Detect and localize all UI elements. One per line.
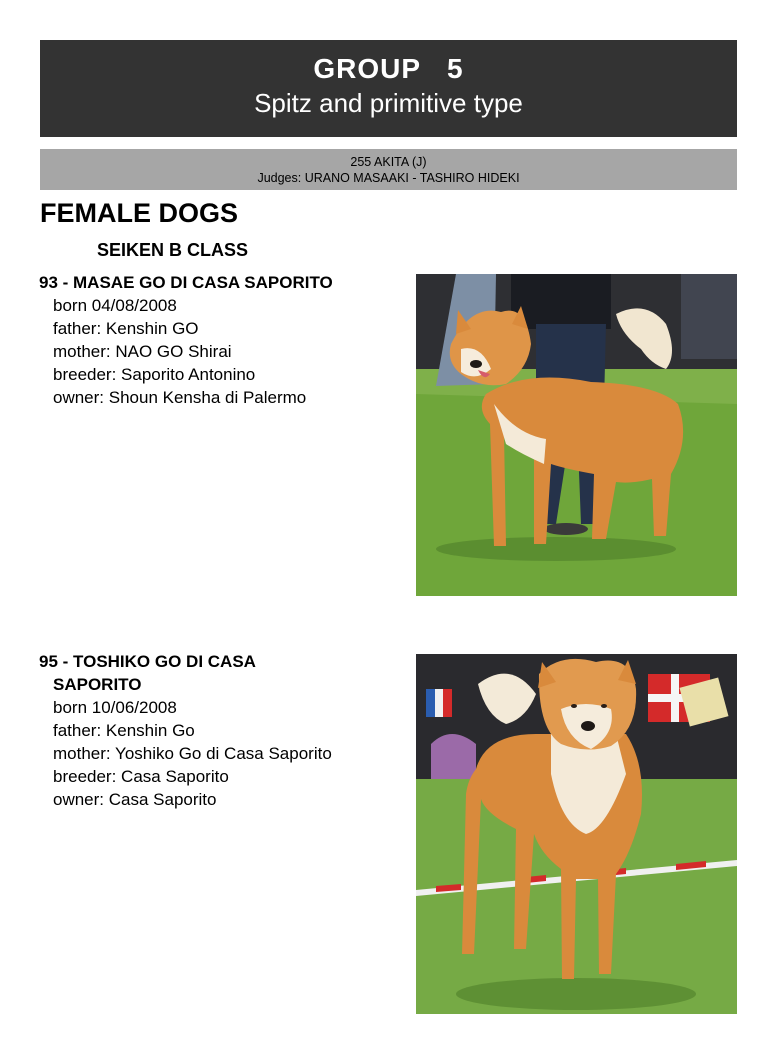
dog-photo-93 bbox=[416, 274, 737, 596]
entry-breeder: breeder: Saporito Antonino bbox=[53, 365, 256, 384]
dog-entry-93 bbox=[39, 271, 399, 409]
entry-name: 95 - TOSHIKO GO DI CASA bbox=[39, 652, 256, 671]
entry-father: father: Kenshin GO bbox=[53, 319, 199, 338]
judges-line: Judges: URANO MASAAKI - TASHIRO HIDEKI bbox=[257, 171, 520, 185]
entry-name: 93 - MASAE GO DI CASA SAPORITO bbox=[39, 273, 333, 292]
dog-entry-95 bbox=[39, 650, 399, 811]
entry-name-continued: SAPORITO bbox=[53, 675, 142, 694]
entry-owner: owner: Casa Saporito bbox=[53, 790, 217, 809]
entry-mother: mother: NAO GO Shirai bbox=[53, 342, 232, 361]
dog-photo-95 bbox=[416, 654, 737, 1014]
entry-breeder: breeder: Casa Saporito bbox=[53, 767, 229, 786]
breed-name: 255 AKITA (J) bbox=[350, 155, 427, 169]
group-header bbox=[40, 40, 737, 137]
group-number: 5 bbox=[447, 53, 464, 84]
entry-born: born 04/08/2008 bbox=[53, 296, 177, 315]
class-title: SEIKEN B CLASS bbox=[97, 240, 249, 260]
entry-born: born 10/06/2008 bbox=[53, 698, 177, 717]
group-subtitle: Spitz and primitive type bbox=[254, 88, 523, 118]
section-title: FEMALE DOGS bbox=[40, 198, 239, 228]
group-heading bbox=[40, 53, 737, 85]
group-label: GROUP bbox=[313, 53, 422, 84]
breed-bar bbox=[40, 149, 737, 190]
entry-mother: mother: Yoshiko Go di Casa Saporito bbox=[53, 744, 332, 763]
entry-owner: owner: Shoun Kensha di Palermo bbox=[53, 388, 307, 407]
entry-father: father: Kenshin Go bbox=[53, 721, 195, 740]
